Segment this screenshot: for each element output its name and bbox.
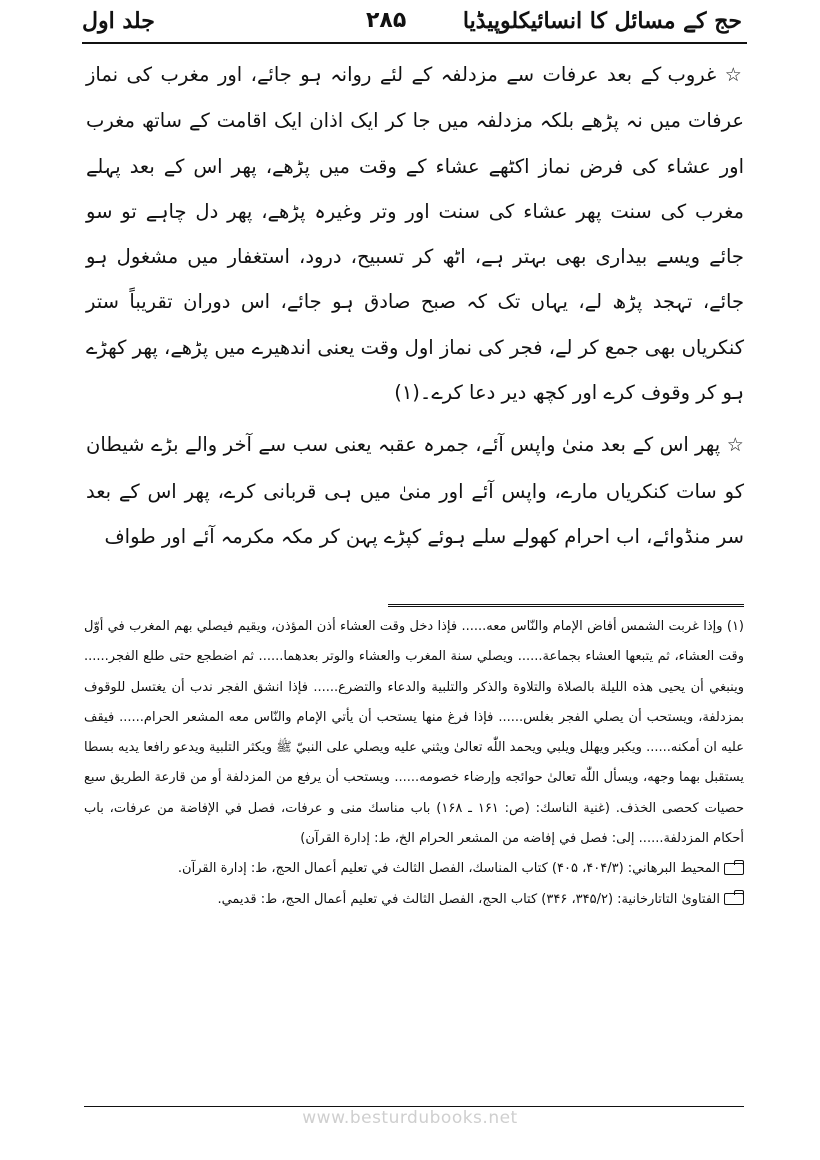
- footnotes: [84, 612, 744, 915]
- watermark: www.besturdubooks.net: [302, 1108, 518, 1128]
- paragraph-text: غروب کے بعد عرفات سے مزدلفہ کے لئے روانہ ہو جائے، اور مغرب کی نماز عرفات میں نہ پڑھے بلکہ مزدلفہ میں جا کر ایک اذان ایک اقامت کے ساتھ مغرب اور عشاء کی فرض نماز اکٹھے عشاء کے وقت میں پڑھے، پھر اس کے بعد پہلے مغرب کی سنت پھر عشاء کی سنت اور وتر وغیرہ پڑھے، پھر دل چاہے تو سو جائے ویسے بیداری بھی بہتر ہے، اٹھ کر تسبیح، درود، استغفار میں مشغول ہو جائے، تہجد پڑھ لے، یہاں تک کہ صبح صادق ہو جائے، اس دوران تقریباً ستر کنکریاں بھی جمع کر لے، فجر کی نماز اول وقت یعنی اندھیرے میں پڑھے، پھر کھڑے ہو کر وقوف کرے اور کچھ دیر دعا کرے۔(۱): [86, 63, 744, 405]
- footnote: [84, 854, 744, 884]
- header-rule: [82, 42, 747, 44]
- book-title: حج کے مسائل کا انسائیکلوپیڈیا: [462, 8, 742, 34]
- paragraph-text: پھر اس کے بعد منیٰ واپس آئے، جمرہ عقبہ یعنی سب سے آخر والے بڑے شیطان کو سات کنکریاں مارے، واپس آئے اور منیٰ میں ہی قربانی کرے، پھر اس کے بعد سر منڈوائے، اب احرام کھولے سلے ہوئے کپڑے پہن کر مکہ مکرمہ آئے اور طواف: [86, 433, 744, 548]
- main-text: [86, 52, 744, 559]
- footnote-rule: [388, 606, 744, 607]
- page-number: ۲۸۵: [366, 8, 407, 33]
- footnote-rule: [388, 604, 744, 605]
- footnote-text: الفتاوىٰ التاتارخانية: (۳۴۵/۲، ۳۴۶) كتاب الحج، الفصل الثالث في تعليم أعمال الحج، ط: قديمي.: [217, 891, 720, 907]
- footnote: [84, 885, 744, 915]
- footnote: (۱) وإذا غربت الشمس أفاض الإمام والنّاس معه...... فإذا دخل وقت العشاء أذن المؤذن، ويقيم فيصلي بهم المغرب في أوّل وقت العشاء، ثم يتبعها العشاء بجماعة...... ويصلي سنة المغرب والعشاء والوتر بعدهما...... ثم اضطجع حتى طلع الفجر...... وينبغي أن يحيى هذه الليلة بالصلاة والتلاوة والذكر والتلبية والدعاء والتضرع...... فإذا انشق الفجر ندب أن يغتسل للوقوف بمزدلفة، ويستحب أن يصلي الفجر بغلس...... فإذا فرغ منها يستحب أن يأتي الإمام والنّاس معه المشعر الحرام...... فيقف عليه ان أمكنه...... ويكبر ويهلل ويلبي ويحمد اللّٰه تعالىٰ ويثني عليه ويصلي على النبيّ ﷺ ويكثر التلبية ويدعو رافعا يديه بسطا يستقبل بهما وجهه، ويسأل اللّٰه تعالىٰ حوائجه وإرضاء خصومه...... ويستحب أن يرفع من المزدلفة أو من قارعة الطريق سبع حصيات كحصى الخذف. (غنية الناسك: (ص: ۱۶۱ ـ ۱۶۸) باب مناسك منى و عرفات، فصل في الإفاضة من عرفات، باب أحكام المزدلفة...... إلى: فصل في إفاضه من المشعر الحرام الخ، ط: إدارة القرآن): [84, 619, 744, 847]
- book-icon: [724, 893, 744, 905]
- page-header: [82, 6, 742, 40]
- footnote-text: المحيط البرهاني: (۴۰۴/۳، ۴۰۵) كتاب المناسك، الفصل الثالث في تعليم أعمال الحج، ط: إدارة القرآن.: [177, 861, 720, 877]
- volume-label: جلد اول: [82, 8, 155, 34]
- bottom-rule: [84, 1106, 744, 1107]
- paragraph: [86, 52, 744, 415]
- star-icon: ☆: [724, 64, 744, 86]
- paragraph: [86, 422, 744, 559]
- book-icon: [724, 863, 744, 875]
- star-icon: ☆: [726, 434, 744, 457]
